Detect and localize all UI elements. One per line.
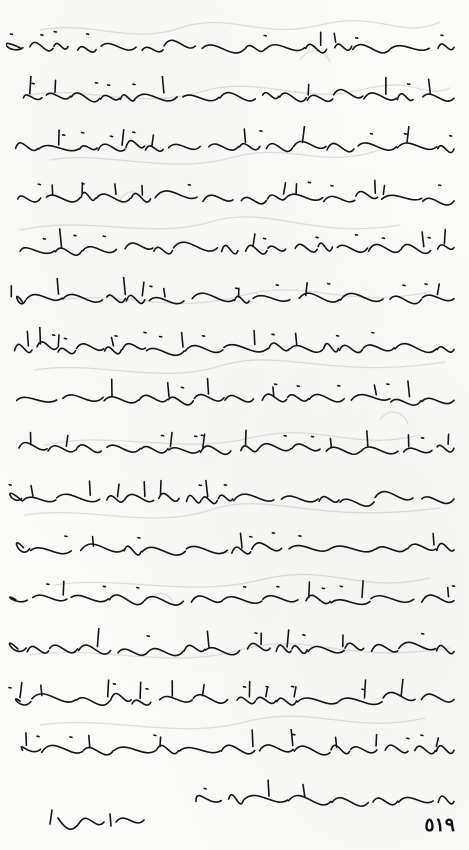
handwriting-strokes — [6, 126, 460, 166]
handwriting-strokes — [6, 76, 460, 116]
manuscript-line — [6, 478, 460, 518]
manuscript-line — [6, 327, 460, 367]
ink-stroke — [19, 430, 454, 454]
ink-stroke — [16, 126, 454, 153]
handwriting-strokes — [6, 327, 460, 367]
ink-stroke — [18, 180, 454, 205]
ink-stroke — [9, 480, 454, 506]
handwriting-strokes — [6, 528, 460, 568]
ink-stroke — [196, 780, 454, 806]
manuscript-line — [6, 277, 460, 317]
ink-stroke — [11, 277, 454, 304]
ink-stroke — [6, 32, 454, 53]
manuscript-line — [6, 578, 460, 618]
handwriting-strokes — [6, 679, 460, 719]
handwriting-strokes — [6, 578, 460, 618]
manuscript-line — [6, 679, 460, 719]
handwriting-strokes — [6, 277, 460, 317]
manuscript-line — [6, 428, 460, 468]
manuscript-line — [6, 26, 460, 66]
ink-stroke — [21, 729, 454, 755]
ink-stroke — [23, 76, 454, 102]
ink-stroke — [6, 629, 454, 656]
page-number: ٥١٩ — [424, 814, 455, 836]
manuscript-line — [6, 528, 460, 568]
manuscript-line — [6, 76, 460, 116]
handwriting-strokes — [6, 377, 460, 417]
ink-stroke — [15, 327, 455, 355]
manuscript-line — [6, 177, 460, 217]
manuscript-line — [6, 377, 460, 417]
handwriting-strokes — [6, 428, 460, 468]
closing-phrase — [40, 800, 150, 840]
ink-stroke — [10, 581, 455, 605]
ink-stroke — [9, 679, 454, 705]
ink-stroke — [17, 379, 454, 406]
ink-stroke — [6, 533, 454, 555]
manuscript-line — [6, 126, 460, 166]
handwriting-strokes — [6, 26, 460, 66]
manuscript-line — [6, 628, 460, 668]
manuscript-line — [6, 729, 460, 769]
handwriting-strokes — [6, 628, 460, 668]
handwriting-strokes — [6, 478, 460, 518]
manuscript-line — [6, 227, 460, 267]
handwriting-strokes — [6, 227, 460, 267]
handwriting-strokes — [6, 729, 460, 769]
ink-stroke — [20, 229, 454, 255]
handwriting-strokes — [6, 177, 460, 217]
